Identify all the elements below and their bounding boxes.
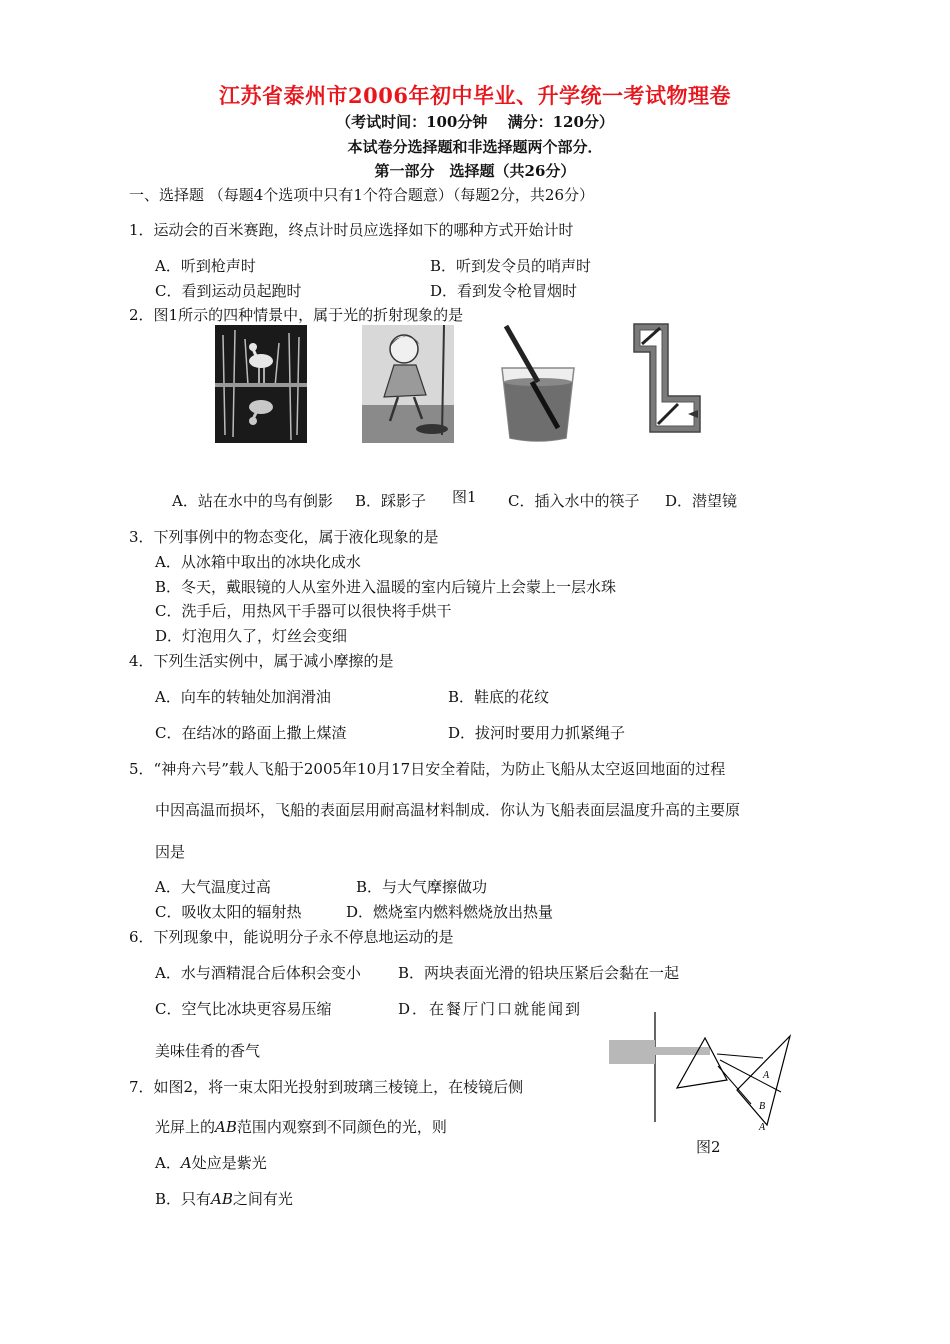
q6-option-a: A．水与酒精混合后体积会变小 (155, 964, 361, 982)
q7-option-b (155, 1188, 293, 1209)
q7-option-a-prefix: A． (155, 1154, 181, 1172)
q3-option-b: B．冬天，戴眼镜的人从室外进入温暖的室内后镜片上会蒙上一层水珠 (155, 578, 617, 596)
q7-stem-line1: 7．如图2，将一束太阳光投射到玻璃三棱镜上，在棱镜后侧 (129, 1078, 524, 1096)
periscope-image (628, 322, 704, 434)
q7-option-a-letter: A (180, 1154, 192, 1172)
stepping-shadow-image (362, 325, 454, 443)
q5-stem-line1: 5．“神舟六号”载人飞船于2005年10月17日安全着陆，为防止飞船从太空返回地面的过程 (129, 760, 726, 778)
q3-option-c: C．洗手后，用热风干手器可以很快将手烘干 (155, 602, 452, 620)
q4-option-d: D．拔河时要用力抓紧绳子 (448, 724, 626, 742)
q2-stem: 2．图1所示的四种情景中，属于光的折射现象的是 (129, 306, 464, 324)
q7-option-b-ab: AB (211, 1190, 233, 1208)
q5-option-c: C．吸收太阳的辐射热 (155, 903, 302, 921)
q1-option-b: B．听到发令员的哨声时 (430, 257, 592, 275)
q7-stem-line2 (155, 1116, 447, 1137)
figure-2-label-a: A (763, 1070, 770, 1081)
figure-2-caption: 图2 (696, 1138, 721, 1156)
section-one-heading: 一、选择题 （每题4个选项中只有1个符合题意）（每题2分，共26分） (129, 186, 594, 204)
q7-option-a-text: 处应是紫光 (191, 1154, 267, 1172)
exam-intro: 本试卷分选择题和非选择题两个部分． (347, 138, 603, 156)
q7-ab-label: AB (215, 1118, 237, 1136)
q5-option-d: D．燃烧室内燃料燃烧放出热量 (346, 903, 554, 921)
figure-2-label-a-lower: A (759, 1122, 766, 1133)
q3-stem: 3．下列事例中的物态变化，属于液化现象的是 (129, 528, 439, 546)
q6-option-c: C．空气比冰块更容易压缩 (155, 1000, 332, 1018)
q6-stem: 6．下列现象中，能说明分子永不停息地运动的是 (129, 928, 454, 946)
part-one-heading: 第一部分 选择题（共26分） (374, 162, 576, 180)
chopstick-in-water-image (492, 320, 584, 444)
q7-option-b-text: 之间有光 (232, 1190, 293, 1208)
q5-stem-line3: 因是 (155, 843, 186, 861)
q7-option-a (155, 1152, 267, 1173)
q2-option-d: D．潜望镜 (665, 492, 738, 510)
q6-option-d: D．在餐厅门口就能闻到 (398, 1000, 583, 1018)
q4-option-b: B．鞋底的花纹 (448, 688, 550, 706)
q7-text: 光屏上的 (155, 1118, 216, 1136)
figure-1-caption: 图1 (452, 488, 477, 506)
q5-stem-line2: 中因高温而损坏，飞船的表面层用耐高温材料制成．你认为飞船表面层温度升高的主要原 (155, 801, 741, 819)
q1-stem: 1．运动会的百米赛跑，终点计时员应选择如下的哪种方式开始计时 (129, 221, 574, 239)
exam-info: （考试时间：100分钟 满分：120分） (336, 113, 614, 131)
q5-option-b: B．与大气摩擦做功 (356, 878, 488, 896)
q1-option-c: C．看到运动员起跑时 (155, 282, 302, 300)
q1-option-a: A．听到枪声时 (155, 257, 256, 275)
q6-option-d-continued: 美味佳肴的香气 (155, 1042, 261, 1060)
q5-option-a: A．大气温度过高 (155, 878, 271, 896)
q4-option-a: A．向车的转轴处加润滑油 (155, 688, 331, 706)
q2-option-a: A．站在水中的鸟有倒影 (172, 492, 333, 510)
q6-option-b: B．两块表面光滑的铅块压紧后会黏在一起 (398, 964, 680, 982)
bird-reflection-image (215, 325, 307, 443)
prism-diagram (605, 1010, 815, 1135)
q3-option-d: D．灯泡用久了，灯丝会变细 (155, 627, 348, 645)
q7-option-b-prefix: B．只有 (155, 1190, 212, 1208)
q1-option-d: D．看到发令枪冒烟时 (430, 282, 578, 300)
q3-option-a: A．从冰箱中取出的冰块化成水 (155, 553, 361, 571)
q2-option-b: B．踩影子 (355, 492, 427, 510)
q4-option-c: C．在结冰的路面上撒上煤渣 (155, 724, 347, 742)
figure-2-label-b: B (759, 1101, 766, 1112)
q4-stem: 4．下列生活实例中，属于减小摩擦的是 (129, 652, 394, 670)
q7-text: 范围内观察到不同颜色的光，则 (236, 1118, 447, 1136)
q2-option-c: C．插入水中的筷子 (508, 492, 640, 510)
page-title: 江苏省泰州市2006年初中毕业、升学统一考试物理卷 (219, 83, 731, 108)
